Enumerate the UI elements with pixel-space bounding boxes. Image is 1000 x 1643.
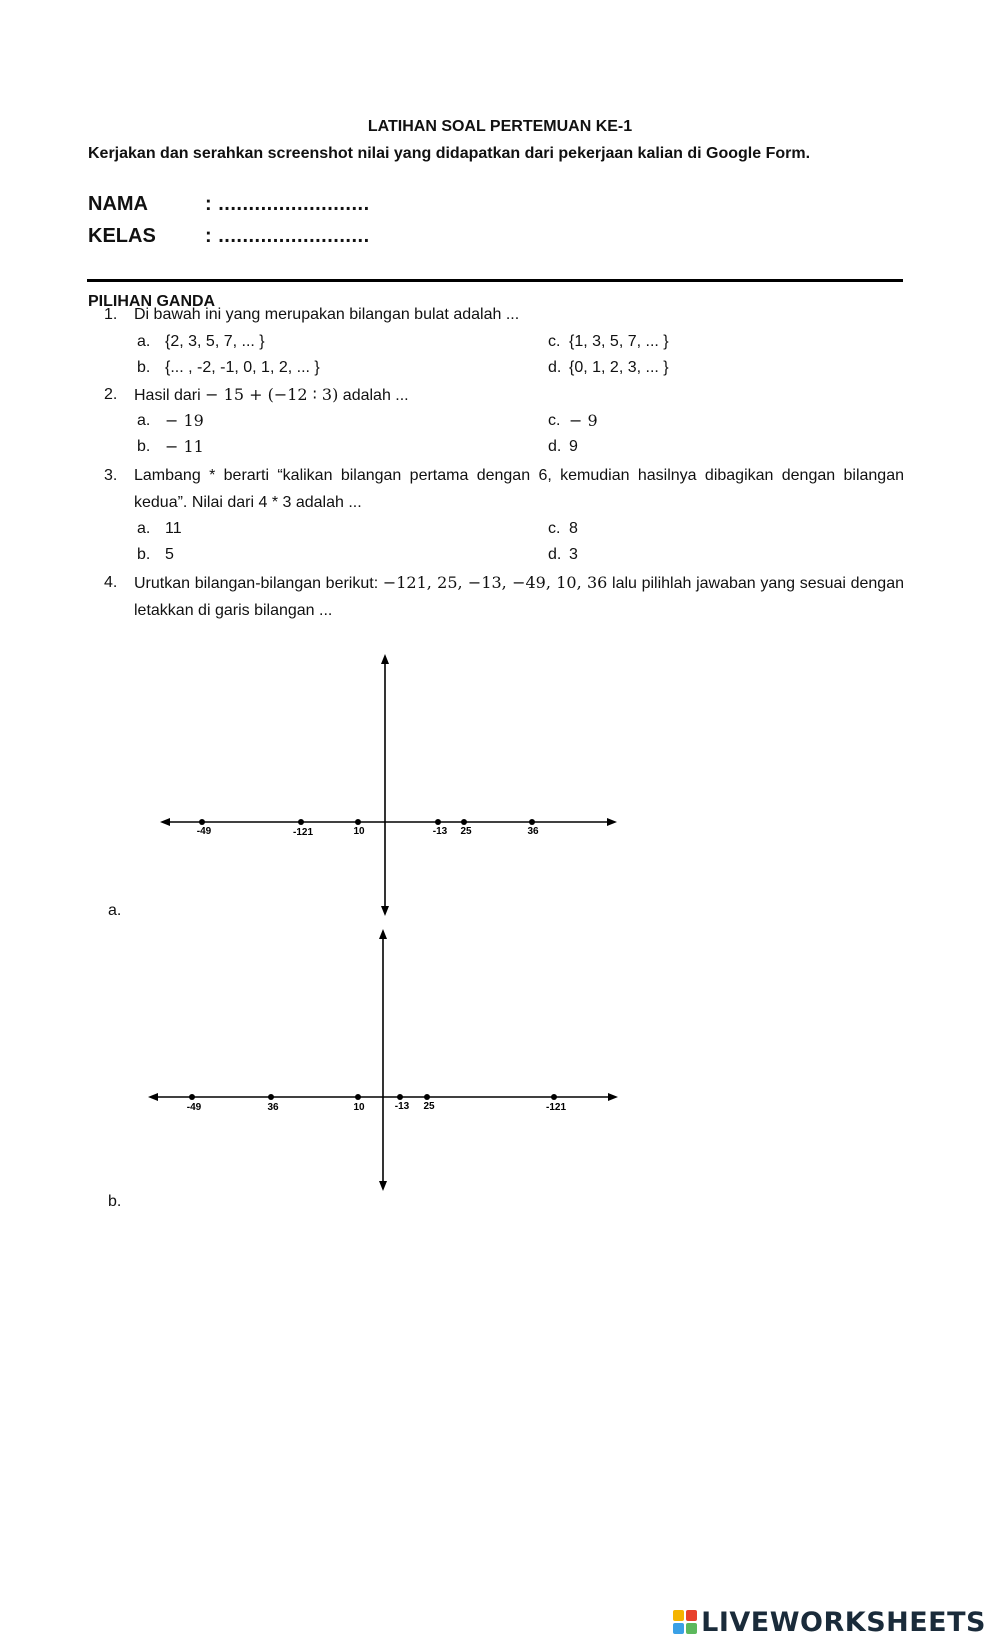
question-number: 2. [104, 386, 118, 403]
field-label-kelas: KELAS [88, 225, 156, 247]
point-dot [268, 1094, 274, 1100]
option-text: 9 [569, 438, 578, 455]
number-line-figure-a [150, 650, 630, 920]
liveworksheets-logo [673, 1607, 986, 1637]
arrow-right [608, 1093, 618, 1101]
point-dot [435, 819, 441, 825]
liveworksheets-brand: LIVEWORKSHEETS [701, 1606, 986, 1638]
point-dot [529, 819, 535, 825]
point-label: 10 [353, 1102, 365, 1113]
liveworksheets-logo-icon [673, 1610, 697, 1634]
point-label: -121 [545, 1102, 567, 1113]
arrow-left [148, 1093, 158, 1101]
option-text: 8 [569, 520, 578, 537]
question-number: 4. [104, 574, 118, 591]
field-value-nama: : ......................... [205, 193, 370, 215]
page-title: LATIHAN SOAL PERTEMUAN KE-1 [367, 118, 633, 135]
logo-square [686, 1623, 697, 1634]
option-letter: b. [137, 438, 151, 455]
option-letter: d. [548, 359, 562, 376]
point-label: -13 [394, 1101, 410, 1112]
point-dot [461, 819, 467, 825]
point-label: 36 [527, 826, 539, 837]
option-text: {1, 3, 5, 7, ... } [569, 333, 669, 350]
option-text: − 9 [569, 411, 598, 430]
figure-letter: b. [108, 1193, 122, 1210]
option-letter: d. [548, 438, 562, 455]
logo-square [686, 1610, 697, 1621]
divider [87, 279, 903, 282]
point-dot [298, 819, 304, 825]
arrow-up [379, 929, 387, 939]
option-text: {2, 3, 5, 7, ... } [165, 333, 265, 350]
option-letter: a. [137, 333, 151, 350]
figure-letter: a. [108, 902, 122, 919]
arrow-left [160, 818, 170, 826]
question-text-pre: Urutkan bilangan-bilangan berikut: [134, 575, 379, 592]
arrow-down [381, 906, 389, 916]
math-expression: − 15 + (−12 ∶ 3) [205, 385, 339, 404]
point-dot [355, 819, 361, 825]
option-text: 3 [569, 546, 578, 563]
question-text-post: adalah ... [342, 387, 409, 404]
point-label: 25 [423, 1101, 435, 1112]
option-text: 11 [165, 520, 182, 537]
question-text [134, 381, 409, 409]
option-letter: a. [137, 412, 151, 429]
option-text: {0, 1, 2, 3, ... } [569, 359, 669, 376]
option-text: {... , -2, -1, 0, 1, 2, ... } [165, 359, 320, 376]
arrow-down [379, 1181, 387, 1191]
point-label: -13 [432, 826, 448, 837]
logo-square [673, 1623, 684, 1634]
arrow-right [607, 818, 617, 826]
question-text-pre: Hasil dari [134, 387, 201, 404]
option-text: 5 [165, 546, 174, 563]
point-dot [551, 1094, 557, 1100]
section-title: PILIHAN GANDA [88, 293, 216, 310]
option-letter: a. [137, 520, 151, 537]
arrow-up [381, 654, 389, 664]
point-dot [355, 1094, 361, 1100]
question-text: Di bawah ini yang merupakan bilangan bulat adalah ... [134, 306, 520, 323]
option-letter: c. [548, 333, 561, 350]
point-label: -49 [186, 1102, 202, 1113]
question-text [134, 569, 904, 624]
point-label: 10 [353, 826, 365, 837]
question-number: 1. [104, 306, 118, 323]
point-label: -49 [196, 826, 212, 837]
option-letter: b. [137, 546, 151, 563]
option-text: − 19 [165, 411, 204, 430]
instruction-text: Kerjakan dan serahkan screenshot nilai yang didapatkan dari pekerjaan kalian di Google Form. [88, 145, 811, 162]
point-dot [424, 1094, 430, 1100]
option-letter: d. [548, 546, 562, 563]
point-label: 36 [267, 1102, 279, 1113]
option-letter: c. [548, 520, 561, 537]
logo-square [673, 1610, 684, 1621]
point-dot [189, 1094, 195, 1100]
field-label-nama: NAMA [88, 193, 148, 215]
question-text: Lambang * berarti “kalikan bilangan pertama dengan 6, kemudian hasilnya dibagikan dengan bilangan kedua”. Nilai dari 4 * 3 adalah ... [134, 467, 904, 511]
point-dot [199, 819, 205, 825]
option-letter: b. [137, 359, 151, 376]
option-text: − 11 [165, 437, 204, 456]
field-value-kelas: : ......................... [205, 225, 370, 247]
point-label: -121 [292, 827, 314, 838]
point-label: 25 [460, 826, 472, 837]
point-dot [397, 1094, 403, 1100]
option-letter: c. [548, 412, 561, 429]
math-expression: −121, 25, −13, −49, 10, 36 [382, 573, 608, 592]
question-number: 3. [104, 467, 118, 484]
question-text-post: lalu pilihlah jawaban yang sesuai dengan letakkan di garis bilangan ... [134, 575, 904, 619]
number-line-figure-b [140, 925, 630, 1195]
